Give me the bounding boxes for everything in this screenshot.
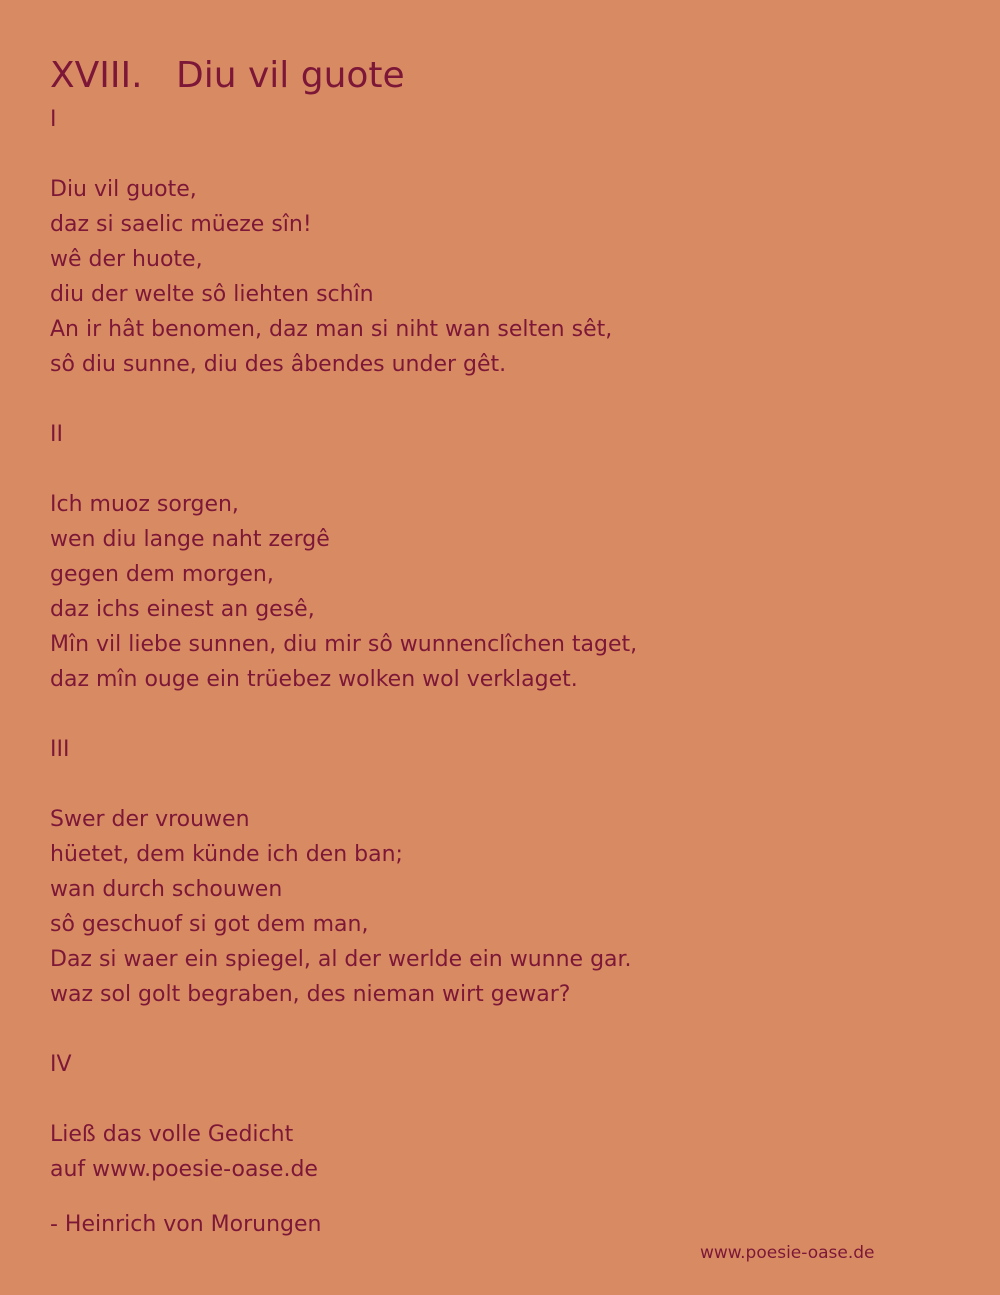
poem-line: wen diu lange naht zergê [50,527,330,552]
poem-line: Swer der vrouwen [50,807,250,832]
read-full-poem-text: Ließ das volle Gedicht [50,1122,294,1147]
site-watermark: www.poesie-oase.de [700,1243,875,1263]
stanza-label: I [50,107,57,132]
poem-number: XVIII. [50,55,143,96]
stanza-4 [50,1047,950,1187]
poem-line: Ich muoz sorgen, [50,492,239,517]
stanza-label: IV [50,1052,72,1077]
stanza-gap [50,1012,950,1047]
poem-author: - Heinrich von Morungen [50,1212,322,1237]
poem-line: daz mîn ouge ein trüebez wolken wol verklaget. [50,667,578,692]
poem-line: Mîn vil liebe sunnen, diu mir sô wunnenclîchen taget, [50,632,638,657]
stanza-gap [50,1082,950,1117]
poem-line: daz ichs einest an gesê, [50,597,315,622]
poem-line: diu der welte sô liehten schîn [50,282,374,307]
poem-line: daz si saelic müeze sîn! [50,212,312,237]
stanza-gap [50,697,950,732]
stanza-2 [50,417,950,732]
poem-line: wan durch schouwen [50,877,283,902]
stanza-1 [50,102,950,417]
poem-line: waz sol golt begraben, des nieman wirt gewar? [50,982,571,1007]
stanza-gap [50,137,950,172]
poem-line: sô diu sunne, diu des âbendes under gêt. [50,352,507,377]
stanza-label: III [50,737,70,762]
poem-title [50,50,950,102]
poem-title-text: Diu vil guote [176,55,405,96]
poem-line: Diu vil guote, [50,177,197,202]
stanza-gap [50,767,950,802]
stanza-gap [50,452,950,487]
stanza-gap [50,382,950,417]
poem-line: wê der huote, [50,247,203,272]
stanza-3 [50,732,950,1047]
stanza-label: II [50,422,63,447]
poem-line: An ir hât benomen, daz man si niht wan selten sêt, [50,317,613,342]
poem-line: Daz si waer ein spiegel, al der werlde ein wunne gar. [50,947,632,972]
poem-line: sô geschuof si got dem man, [50,912,369,937]
website-reference: auf www.poesie-oase.de [50,1157,318,1182]
poem-page [50,50,950,1242]
poem-line: gegen dem morgen, [50,562,274,587]
poem-line: hüetet, dem künde ich den ban; [50,842,403,867]
